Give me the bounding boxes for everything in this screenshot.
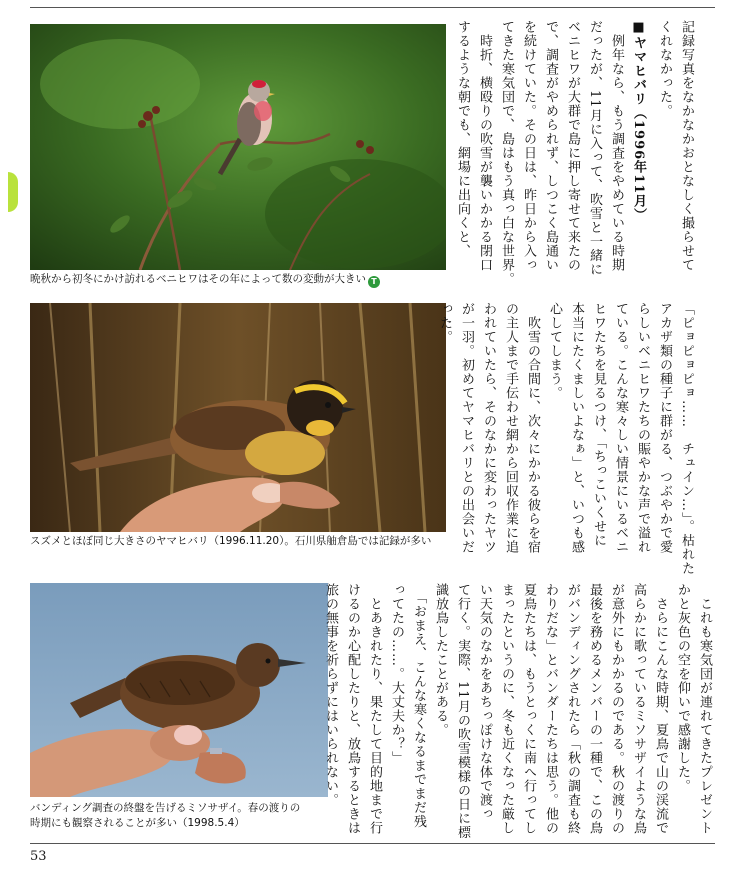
- benihiwa-photo: [30, 24, 446, 270]
- yamahibari-caption: [30, 534, 450, 549]
- misosazai-caption-line2: 時期にも観察されることが多い（1998.5.4）: [30, 817, 245, 829]
- yamahibari-photo: [30, 303, 446, 532]
- section2-text: 「ピョピョピョ…… チュイン…」。枯れた アカザ類の種子に群がる、つぶやかで愛 らしいベニヒワたちの賑やかな声で溢れ ている。こんな寒々しい情景にいるベニ ヒワたちを見るつけ、「ちっこいくせに 本当にたくましいよなぁ」と、いつも感 心してしまう。 吹雪の合間に、次々にかかる彼らを宿 の主人まで手伝わせ網から回収作業に追 われていたら、そのなかに変わったヤツ が一羽。初めてヤマヒバリとの出会いだ った。: [437, 302, 694, 576]
- section3-text: これも寒気団が連れてきたプレゼント かと灰色の空を仰いで感謝した。 さらにこんな時期、夏鳥で山の渓流で 高らかに歌っているミソサザイような鳥 が意外にもかかるのである。秋の渡りの 最後を務めるメンバーの一種で、この鳥 がバンディングされたら「秋の調査も終 わりだな」とバンダーたちは思う。他の 夏鳥たちは、もうとっくに南へ行ってし まったというのに、冬も近くなった厳し い天気のなかをあちっぽけな体で渡っ て行く。実際、11月の吹雪模様の日に標 識放鳥したことがある。 「おまえ、こんな寒くなるまでまだ残 ってたの……。大丈夫か？」 とあきれたり、果たして目的地まで行 けるのか心配したりと、放鳥するときは 旅の無事を祈らずにはいられない。: [323, 583, 712, 840]
- bottom-rule: [30, 843, 715, 844]
- benihiwa-caption-text: 晩秋から初冬にかけ訪れるベニヒワはその年によって数の変動が大きい: [30, 273, 366, 285]
- misosazai-caption-line1: バンディング調査の終盤を告げるミソサザイ。春の渡りの: [30, 802, 301, 814]
- misosazai-photo: [30, 583, 328, 797]
- misosazai-caption: [30, 801, 340, 831]
- benihiwa-caption: [30, 272, 450, 288]
- misosazai-image: [30, 583, 328, 797]
- section1-text: 例年なら、もう調査をやめている時期 だったが、11月に入って、吹雪と一緒に ベニヒワが大群で島に押し寄せて来たの で、調査がやめられず、しつこく島通い を続けていた。その日は、昨日から入っ てきた寒気団で、島はもう真っ白な世界。 時折、横殴りの吹雪が襲いかかる閉口 するような朝でも、網場に出向くと、: [455, 20, 624, 286]
- section-heading: ■ヤマヒバリ（1996年11月）: [631, 20, 646, 223]
- page-number: 53: [30, 849, 47, 864]
- top-rule: [30, 7, 715, 8]
- chapter-tab: [8, 172, 18, 212]
- yamahibari-image: [30, 303, 446, 532]
- yamahibari-caption-text: スズメとほぼ同じ大きさのヤマヒバリ（1996.11.20）。石川県舳倉島では記録が多い: [30, 535, 432, 547]
- benihiwa-image: [30, 24, 446, 270]
- intro-text: 記録写真をなかなかおとなしく撮らせて くれなかった。: [657, 20, 694, 272]
- photo-credit-mark: T: [368, 276, 380, 288]
